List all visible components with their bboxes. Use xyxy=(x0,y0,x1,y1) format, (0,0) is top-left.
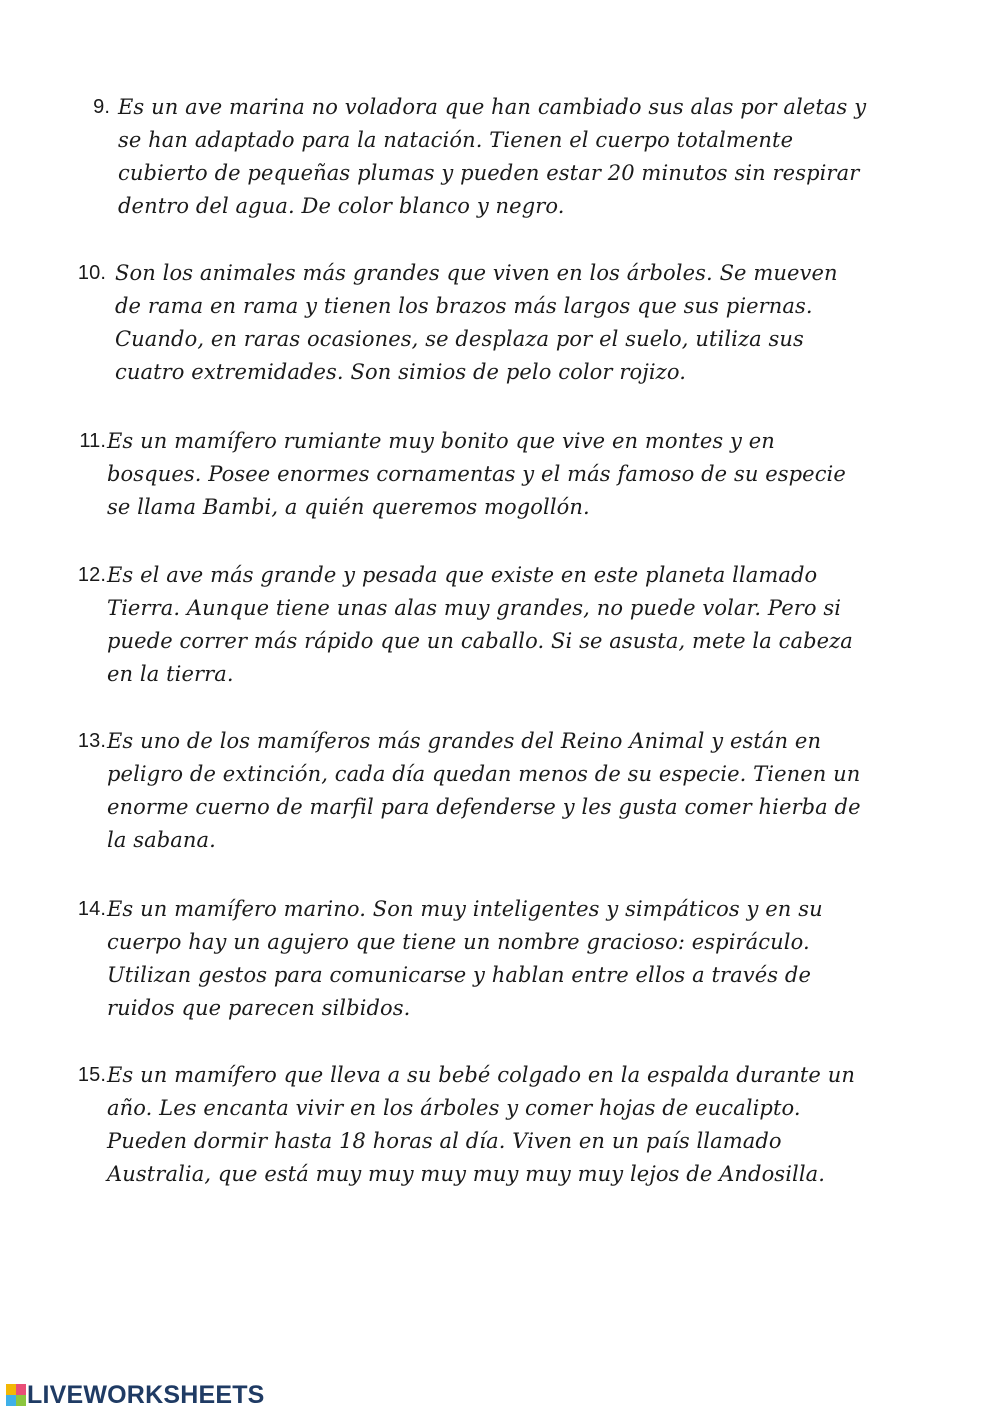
riddle-item xyxy=(70,425,870,524)
liveworksheets-logo[interactable] xyxy=(6,1381,265,1409)
riddle-number: 14. xyxy=(77,898,106,920)
riddle-item xyxy=(70,257,870,389)
logo-wordmark: LIVEWORKSHEETS xyxy=(27,1380,265,1409)
riddle-item xyxy=(70,725,870,857)
logo-tile xyxy=(16,1395,26,1406)
riddle-item xyxy=(70,1059,870,1191)
riddle-item xyxy=(70,91,870,223)
riddle-text: Es el ave más grande y pesada que existe en este planeta llamado Tierra. Aunque tiene unas alas muy grandes, no puede volar. Pero si puede correr más rápido que un caballo. Si se asusta, mete la cabeza en la tierra. xyxy=(107,563,853,686)
logo-tiles-icon xyxy=(6,1384,26,1406)
riddle-item xyxy=(70,559,870,691)
riddle-text: Es un mamífero marino. Son muy inteligentes y simpáticos y en su cuerpo hay un agujero que tiene un nombre gracioso: espiráculo. Utilizan gestos para comunicarse y hablan entre ellos a través de ruidos que parecen silbidos. xyxy=(107,897,823,1020)
riddle-number: 10. xyxy=(77,262,106,284)
riddle-item xyxy=(70,893,870,1025)
logo-tile xyxy=(6,1384,16,1395)
riddle-number: 9. xyxy=(93,96,110,118)
riddle-text: Es un mamífero rumiante muy bonito que vive en montes y en bosques. Posee enormes cornamentas y el más famoso de su especie se llama Bambi, a quién queremos mogollón. xyxy=(107,429,846,519)
riddle-text: Es uno de los mamíferos más grandes del Reino Animal y están en peligro de extinción, cada día quedan menos de su especie. Tienen un enorme cuerno de marfil para defenderse y les gusta comer hierba de la sabana. xyxy=(107,729,861,852)
riddle-number: 15. xyxy=(77,1064,106,1086)
logo-tile xyxy=(6,1395,16,1406)
logo-tile xyxy=(16,1384,26,1395)
riddle-number: 13. xyxy=(77,730,106,752)
riddle-number: 12. xyxy=(77,564,106,586)
riddle-text: Es un mamífero que lleva a su bebé colgado en la espalda durante un año. Les encanta vivir en los árboles y comer hojas de eucalipto. Pueden dormir hasta 18 horas al día. Viven en un país llamado Australia, que está muy muy muy muy muy muy lejos de Andosilla. xyxy=(107,1063,855,1186)
riddle-text: Es un ave marina no voladora que han cambiado sus alas por aletas y se han adaptado para la natación. Tienen el cuerpo totalmente cubierto de pequeñas plumas y pueden estar 20 minutos sin respirar dentro del agua. De color blanco y negro. xyxy=(118,95,867,218)
riddle-number: 11. xyxy=(79,430,106,452)
riddle-text: Son los animales más grandes que viven en los árboles. Se mueven de rama en rama y tienen los brazos más largos que sus piernas. Cuando, en raras ocasiones, se desplaza por el suelo, utiliza sus cuatro extremidades. Son simios de pelo color rojizo. xyxy=(115,261,838,384)
